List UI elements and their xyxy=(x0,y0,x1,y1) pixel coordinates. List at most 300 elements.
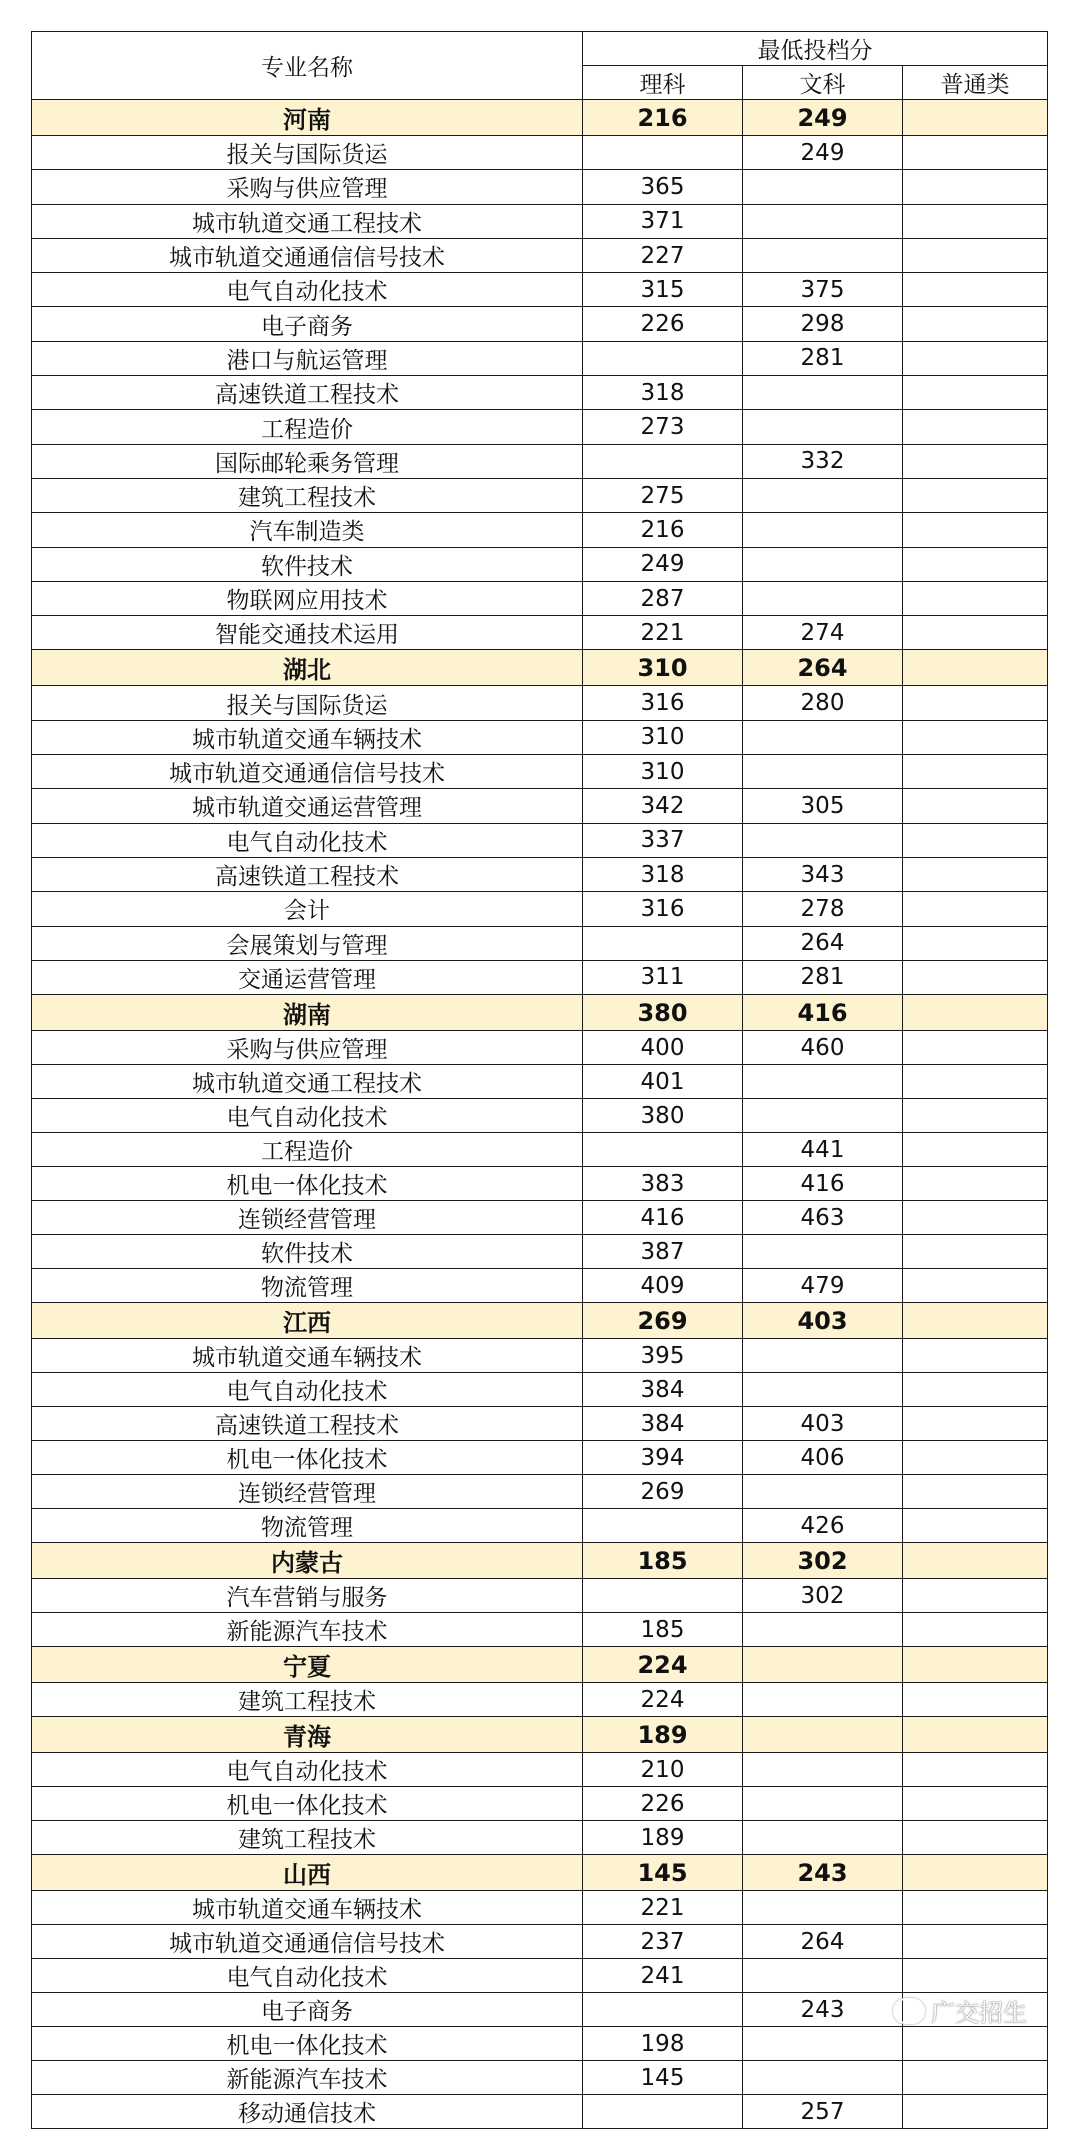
arts-score-cell xyxy=(743,1235,903,1269)
arts-score-cell: 343 xyxy=(743,857,903,891)
arts-score-cell: 243 xyxy=(743,1855,903,1891)
major-name-cell: 城市轨道交通通信信号技术 xyxy=(32,238,583,272)
science-score-cell: 400 xyxy=(583,1031,743,1065)
table-row xyxy=(32,136,1048,170)
science-score-cell: 198 xyxy=(583,2027,743,2061)
major-name-cell: 物流管理 xyxy=(32,1509,583,1543)
major-name-cell: 建筑工程技术 xyxy=(32,1821,583,1855)
science-score-cell: 145 xyxy=(583,2061,743,2095)
major-name-cell: 移动通信技术 xyxy=(32,2095,583,2129)
science-score-cell: 221 xyxy=(583,616,743,650)
major-name-cell: 国际邮轮乘务管理 xyxy=(32,444,583,478)
science-score-cell: 185 xyxy=(583,1543,743,1579)
province-row xyxy=(32,995,1048,1031)
general-score-cell xyxy=(903,1509,1048,1543)
province-row xyxy=(32,650,1048,686)
general-score-cell xyxy=(903,960,1048,994)
major-name-cell: 连锁经营管理 xyxy=(32,1201,583,1235)
science-score-cell: 287 xyxy=(583,581,743,615)
science-score-cell: 226 xyxy=(583,307,743,341)
general-score-cell xyxy=(903,926,1048,960)
table-row xyxy=(32,1753,1048,1787)
arts-score-cell: 264 xyxy=(743,926,903,960)
general-score-cell xyxy=(903,513,1048,547)
arts-score-cell: 281 xyxy=(743,960,903,994)
header-major-name: 专业名称 xyxy=(32,32,583,100)
general-score-cell xyxy=(903,1303,1048,1339)
science-score-cell: 337 xyxy=(583,823,743,857)
general-score-cell xyxy=(903,204,1048,238)
science-score-cell: 401 xyxy=(583,1065,743,1099)
arts-score-cell: 305 xyxy=(743,789,903,823)
arts-score-cell: 441 xyxy=(743,1133,903,1167)
arts-score-cell xyxy=(743,1065,903,1099)
general-score-cell xyxy=(903,650,1048,686)
science-score-cell: 394 xyxy=(583,1441,743,1475)
general-score-cell xyxy=(903,1031,1048,1065)
general-score-cell xyxy=(903,1683,1048,1717)
science-score-cell: 227 xyxy=(583,238,743,272)
major-name-cell: 城市轨道交通工程技术 xyxy=(32,204,583,238)
science-score-cell: 273 xyxy=(583,410,743,444)
table-row xyxy=(32,1373,1048,1407)
major-name-cell: 电气自动化技术 xyxy=(32,273,583,307)
table-row xyxy=(32,307,1048,341)
arts-score-cell: 243 xyxy=(743,1993,903,2027)
arts-score-cell xyxy=(743,581,903,615)
science-score-cell xyxy=(583,136,743,170)
major-name-cell: 湖北 xyxy=(32,650,583,686)
general-score-cell xyxy=(903,720,1048,754)
header-min-score: 最低投档分 xyxy=(583,32,1048,66)
province-row xyxy=(32,1717,1048,1753)
arts-score-cell: 302 xyxy=(743,1543,903,1579)
science-score-cell: 224 xyxy=(583,1647,743,1683)
general-score-cell xyxy=(903,1201,1048,1235)
table-row xyxy=(32,1441,1048,1475)
arts-score-cell xyxy=(743,1099,903,1133)
general-score-cell xyxy=(903,1891,1048,1925)
science-score-cell: 365 xyxy=(583,170,743,204)
major-name-cell: 建筑工程技术 xyxy=(32,1683,583,1717)
science-score-cell: 371 xyxy=(583,204,743,238)
arts-score-cell xyxy=(743,755,903,789)
arts-score-cell xyxy=(743,547,903,581)
major-name-cell: 报关与国际货运 xyxy=(32,686,583,720)
major-name-cell: 新能源汽车技术 xyxy=(32,1613,583,1647)
province-row xyxy=(32,1855,1048,1891)
science-score-cell xyxy=(583,1993,743,2027)
major-name-cell: 交通运营管理 xyxy=(32,960,583,994)
general-score-cell xyxy=(903,1167,1048,1201)
arts-score-cell: 403 xyxy=(743,1303,903,1339)
arts-score-cell xyxy=(743,410,903,444)
province-row xyxy=(32,1647,1048,1683)
science-score-cell: 275 xyxy=(583,478,743,512)
arts-score-cell: 460 xyxy=(743,1031,903,1065)
science-score-cell xyxy=(583,926,743,960)
science-score-cell: 318 xyxy=(583,857,743,891)
arts-score-cell: 264 xyxy=(743,1925,903,1959)
science-score-cell: 342 xyxy=(583,789,743,823)
general-score-cell xyxy=(903,444,1048,478)
science-score-cell xyxy=(583,444,743,478)
major-name-cell: 连锁经营管理 xyxy=(32,1475,583,1509)
general-score-cell xyxy=(903,238,1048,272)
table-row xyxy=(32,823,1048,857)
table-row xyxy=(32,892,1048,926)
arts-score-cell xyxy=(743,1683,903,1717)
table-row xyxy=(32,960,1048,994)
general-score-cell xyxy=(903,1925,1048,1959)
major-name-cell: 青海 xyxy=(32,1717,583,1753)
major-name-cell: 高速铁道工程技术 xyxy=(32,1407,583,1441)
major-name-cell: 电子商务 xyxy=(32,307,583,341)
science-score-cell xyxy=(583,1133,743,1167)
table-row xyxy=(32,1099,1048,1133)
arts-score-cell: 406 xyxy=(743,1441,903,1475)
major-name-cell: 电气自动化技术 xyxy=(32,1099,583,1133)
arts-score-cell: 463 xyxy=(743,1201,903,1235)
table-row xyxy=(32,789,1048,823)
arts-score-cell xyxy=(743,1753,903,1787)
table-row xyxy=(32,1683,1048,1717)
major-name-cell: 电气自动化技术 xyxy=(32,1959,583,1993)
arts-score-cell: 426 xyxy=(743,1509,903,1543)
major-name-cell: 高速铁道工程技术 xyxy=(32,376,583,410)
major-name-cell: 内蒙古 xyxy=(32,1543,583,1579)
science-score-cell: 210 xyxy=(583,1753,743,1787)
science-score-cell: 216 xyxy=(583,513,743,547)
science-score-cell: 318 xyxy=(583,376,743,410)
general-score-cell xyxy=(903,1579,1048,1613)
general-score-cell xyxy=(903,1373,1048,1407)
science-score-cell: 316 xyxy=(583,892,743,926)
province-row xyxy=(32,100,1048,136)
arts-score-cell xyxy=(743,1787,903,1821)
table-row xyxy=(32,686,1048,720)
major-name-cell: 城市轨道交通通信信号技术 xyxy=(32,755,583,789)
table-row xyxy=(32,238,1048,272)
general-score-cell xyxy=(903,2061,1048,2095)
arts-score-cell: 274 xyxy=(743,616,903,650)
general-score-cell xyxy=(903,1235,1048,1269)
general-score-cell xyxy=(903,2027,1048,2061)
science-score-cell: 384 xyxy=(583,1373,743,1407)
science-score-cell: 185 xyxy=(583,1613,743,1647)
major-name-cell: 工程造价 xyxy=(32,1133,583,1167)
table-row xyxy=(32,273,1048,307)
science-score-cell: 145 xyxy=(583,1855,743,1891)
table-row xyxy=(32,1821,1048,1855)
table-row xyxy=(32,616,1048,650)
general-score-cell xyxy=(903,1441,1048,1475)
science-score-cell: 395 xyxy=(583,1339,743,1373)
general-score-cell xyxy=(903,136,1048,170)
table-row xyxy=(32,410,1048,444)
table-row xyxy=(32,547,1048,581)
major-name-cell: 新能源汽车技术 xyxy=(32,2061,583,2095)
science-score-cell: 384 xyxy=(583,1407,743,1441)
major-name-cell: 港口与航运管理 xyxy=(32,341,583,375)
general-score-cell xyxy=(903,307,1048,341)
table-row xyxy=(32,720,1048,754)
arts-score-cell xyxy=(743,1821,903,1855)
arts-score-cell xyxy=(743,204,903,238)
arts-score-cell: 298 xyxy=(743,307,903,341)
science-score-cell: 189 xyxy=(583,1717,743,1753)
table-header xyxy=(32,32,1048,100)
major-name-cell: 智能交通技术运用 xyxy=(32,616,583,650)
major-name-cell: 电气自动化技术 xyxy=(32,823,583,857)
general-score-cell xyxy=(903,1717,1048,1753)
science-score-cell xyxy=(583,2095,743,2129)
table-row xyxy=(32,1167,1048,1201)
general-score-cell xyxy=(903,1099,1048,1133)
header-arts: 文科 xyxy=(743,66,903,100)
general-score-cell xyxy=(903,1855,1048,1891)
major-name-cell: 软件技术 xyxy=(32,547,583,581)
arts-score-cell: 403 xyxy=(743,1407,903,1441)
general-score-cell xyxy=(903,755,1048,789)
major-name-cell: 高速铁道工程技术 xyxy=(32,857,583,891)
science-score-cell: 310 xyxy=(583,720,743,754)
major-name-cell: 软件技术 xyxy=(32,1235,583,1269)
table-row xyxy=(32,478,1048,512)
table-row xyxy=(32,1031,1048,1065)
watermark xyxy=(893,1993,1027,2028)
arts-score-cell xyxy=(743,170,903,204)
score-table xyxy=(31,31,1048,2129)
arts-score-cell xyxy=(743,478,903,512)
arts-score-cell: 257 xyxy=(743,2095,903,2129)
table-row xyxy=(32,857,1048,891)
arts-score-cell: 302 xyxy=(743,1579,903,1613)
arts-score-cell xyxy=(743,1891,903,1925)
general-score-cell xyxy=(903,1753,1048,1787)
general-score-cell xyxy=(903,789,1048,823)
major-name-cell: 会计 xyxy=(32,892,583,926)
science-score-cell: 241 xyxy=(583,1959,743,1993)
table-row xyxy=(32,1339,1048,1373)
table-row xyxy=(32,1235,1048,1269)
arts-score-cell xyxy=(743,1613,903,1647)
major-name-cell: 湖南 xyxy=(32,995,583,1031)
science-score-cell: 383 xyxy=(583,1167,743,1201)
table-row xyxy=(32,1475,1048,1509)
arts-score-cell xyxy=(743,1475,903,1509)
table-row xyxy=(32,1925,1048,1959)
general-score-cell xyxy=(903,686,1048,720)
major-name-cell: 机电一体化技术 xyxy=(32,1441,583,1475)
watermark-text: 广交招生 xyxy=(931,1999,1027,2027)
major-name-cell: 会展策划与管理 xyxy=(32,926,583,960)
general-score-cell xyxy=(903,1339,1048,1373)
arts-score-cell xyxy=(743,1717,903,1753)
arts-score-cell: 416 xyxy=(743,995,903,1031)
major-name-cell: 汽车营销与服务 xyxy=(32,1579,583,1613)
arts-score-cell xyxy=(743,823,903,857)
major-name-cell: 采购与供应管理 xyxy=(32,1031,583,1065)
general-score-cell xyxy=(903,857,1048,891)
table-row xyxy=(32,755,1048,789)
table-row xyxy=(32,1201,1048,1235)
general-score-cell xyxy=(903,823,1048,857)
major-name-cell: 电气自动化技术 xyxy=(32,1373,583,1407)
arts-score-cell: 479 xyxy=(743,1269,903,1303)
general-score-cell xyxy=(903,478,1048,512)
table-row xyxy=(32,581,1048,615)
table-row xyxy=(32,1065,1048,1099)
science-score-cell: 249 xyxy=(583,547,743,581)
wechat-icon xyxy=(893,1998,925,2024)
arts-score-cell: 278 xyxy=(743,892,903,926)
science-score-cell: 269 xyxy=(583,1475,743,1509)
general-score-cell xyxy=(903,100,1048,136)
arts-score-cell: 249 xyxy=(743,136,903,170)
major-name-cell: 机电一体化技术 xyxy=(32,2027,583,2061)
science-score-cell: 216 xyxy=(583,100,743,136)
general-score-cell xyxy=(903,376,1048,410)
science-score-cell: 315 xyxy=(583,273,743,307)
header-science: 理科 xyxy=(583,66,743,100)
science-score-cell: 311 xyxy=(583,960,743,994)
major-name-cell: 城市轨道交通工程技术 xyxy=(32,1065,583,1099)
science-score-cell: 310 xyxy=(583,650,743,686)
general-score-cell xyxy=(903,1065,1048,1099)
science-score-cell: 237 xyxy=(583,1925,743,1959)
general-score-cell xyxy=(903,547,1048,581)
table-row xyxy=(32,1509,1048,1543)
table-row xyxy=(32,1133,1048,1167)
arts-score-cell: 264 xyxy=(743,650,903,686)
major-name-cell: 电气自动化技术 xyxy=(32,1753,583,1787)
arts-score-cell: 416 xyxy=(743,1167,903,1201)
science-score-cell xyxy=(583,1509,743,1543)
general-score-cell xyxy=(903,892,1048,926)
table-row xyxy=(32,1407,1048,1441)
table-row xyxy=(32,2061,1048,2095)
table-row xyxy=(32,1579,1048,1613)
arts-score-cell: 249 xyxy=(743,100,903,136)
arts-score-cell xyxy=(743,238,903,272)
major-name-cell: 江西 xyxy=(32,1303,583,1339)
arts-score-cell xyxy=(743,1959,903,1993)
general-score-cell xyxy=(903,1133,1048,1167)
general-score-cell xyxy=(903,1787,1048,1821)
science-score-cell: 380 xyxy=(583,1099,743,1133)
science-score-cell: 189 xyxy=(583,1821,743,1855)
table-row xyxy=(32,444,1048,478)
table-row xyxy=(32,1787,1048,1821)
major-name-cell: 城市轨道交通运营管理 xyxy=(32,789,583,823)
major-name-cell: 汽车制造类 xyxy=(32,513,583,547)
general-score-cell xyxy=(903,581,1048,615)
science-score-cell: 269 xyxy=(583,1303,743,1339)
major-name-cell: 机电一体化技术 xyxy=(32,1787,583,1821)
science-score-cell xyxy=(583,341,743,375)
general-score-cell xyxy=(903,273,1048,307)
arts-score-cell: 375 xyxy=(743,273,903,307)
arts-score-cell xyxy=(743,720,903,754)
arts-score-cell xyxy=(743,1373,903,1407)
table-row xyxy=(32,1891,1048,1925)
table-row xyxy=(32,926,1048,960)
science-score-cell: 380 xyxy=(583,995,743,1031)
science-score-cell: 409 xyxy=(583,1269,743,1303)
table-row xyxy=(32,2027,1048,2061)
province-row xyxy=(32,1303,1048,1339)
major-name-cell: 建筑工程技术 xyxy=(32,478,583,512)
general-score-cell xyxy=(903,1407,1048,1441)
table-row xyxy=(32,204,1048,238)
general-score-cell xyxy=(903,2095,1048,2129)
general-score-cell xyxy=(903,1475,1048,1509)
table-body xyxy=(32,100,1048,2129)
general-score-cell xyxy=(903,170,1048,204)
table-row xyxy=(32,1269,1048,1303)
science-score-cell: 387 xyxy=(583,1235,743,1269)
table-row xyxy=(32,376,1048,410)
table-row xyxy=(32,170,1048,204)
major-name-cell: 宁夏 xyxy=(32,1647,583,1683)
table-row xyxy=(32,2095,1048,2129)
general-score-cell xyxy=(903,1269,1048,1303)
general-score-cell xyxy=(903,341,1048,375)
general-score-cell xyxy=(903,1821,1048,1855)
science-score-cell: 224 xyxy=(583,1683,743,1717)
table-row xyxy=(32,1613,1048,1647)
major-name-cell: 城市轨道交通车辆技术 xyxy=(32,720,583,754)
science-score-cell: 310 xyxy=(583,755,743,789)
arts-score-cell: 280 xyxy=(743,686,903,720)
arts-score-cell xyxy=(743,2061,903,2095)
major-name-cell: 城市轨道交通车辆技术 xyxy=(32,1891,583,1925)
science-score-cell: 226 xyxy=(583,1787,743,1821)
header-general: 普通类 xyxy=(903,66,1048,100)
general-score-cell xyxy=(903,410,1048,444)
arts-score-cell: 332 xyxy=(743,444,903,478)
science-score-cell xyxy=(583,1579,743,1613)
arts-score-cell xyxy=(743,1339,903,1373)
major-name-cell: 河南 xyxy=(32,100,583,136)
major-name-cell: 报关与国际货运 xyxy=(32,136,583,170)
general-score-cell xyxy=(903,1613,1048,1647)
arts-score-cell xyxy=(743,376,903,410)
table-row xyxy=(32,513,1048,547)
major-name-cell: 物联网应用技术 xyxy=(32,581,583,615)
general-score-cell xyxy=(903,1959,1048,1993)
table-row xyxy=(32,1959,1048,1993)
science-score-cell: 316 xyxy=(583,686,743,720)
major-name-cell: 采购与供应管理 xyxy=(32,170,583,204)
major-name-cell: 山西 xyxy=(32,1855,583,1891)
general-score-cell xyxy=(903,1543,1048,1579)
science-score-cell: 416 xyxy=(583,1201,743,1235)
general-score-cell xyxy=(903,1647,1048,1683)
major-name-cell: 城市轨道交通通信信号技术 xyxy=(32,1925,583,1959)
major-name-cell: 电子商务 xyxy=(32,1993,583,2027)
major-name-cell: 城市轨道交通车辆技术 xyxy=(32,1339,583,1373)
province-row xyxy=(32,1543,1048,1579)
arts-score-cell: 281 xyxy=(743,341,903,375)
arts-score-cell xyxy=(743,1647,903,1683)
score-table-sheet xyxy=(31,31,1047,2129)
general-score-cell xyxy=(903,995,1048,1031)
table-row xyxy=(32,341,1048,375)
science-score-cell: 221 xyxy=(583,1891,743,1925)
major-name-cell: 机电一体化技术 xyxy=(32,1167,583,1201)
